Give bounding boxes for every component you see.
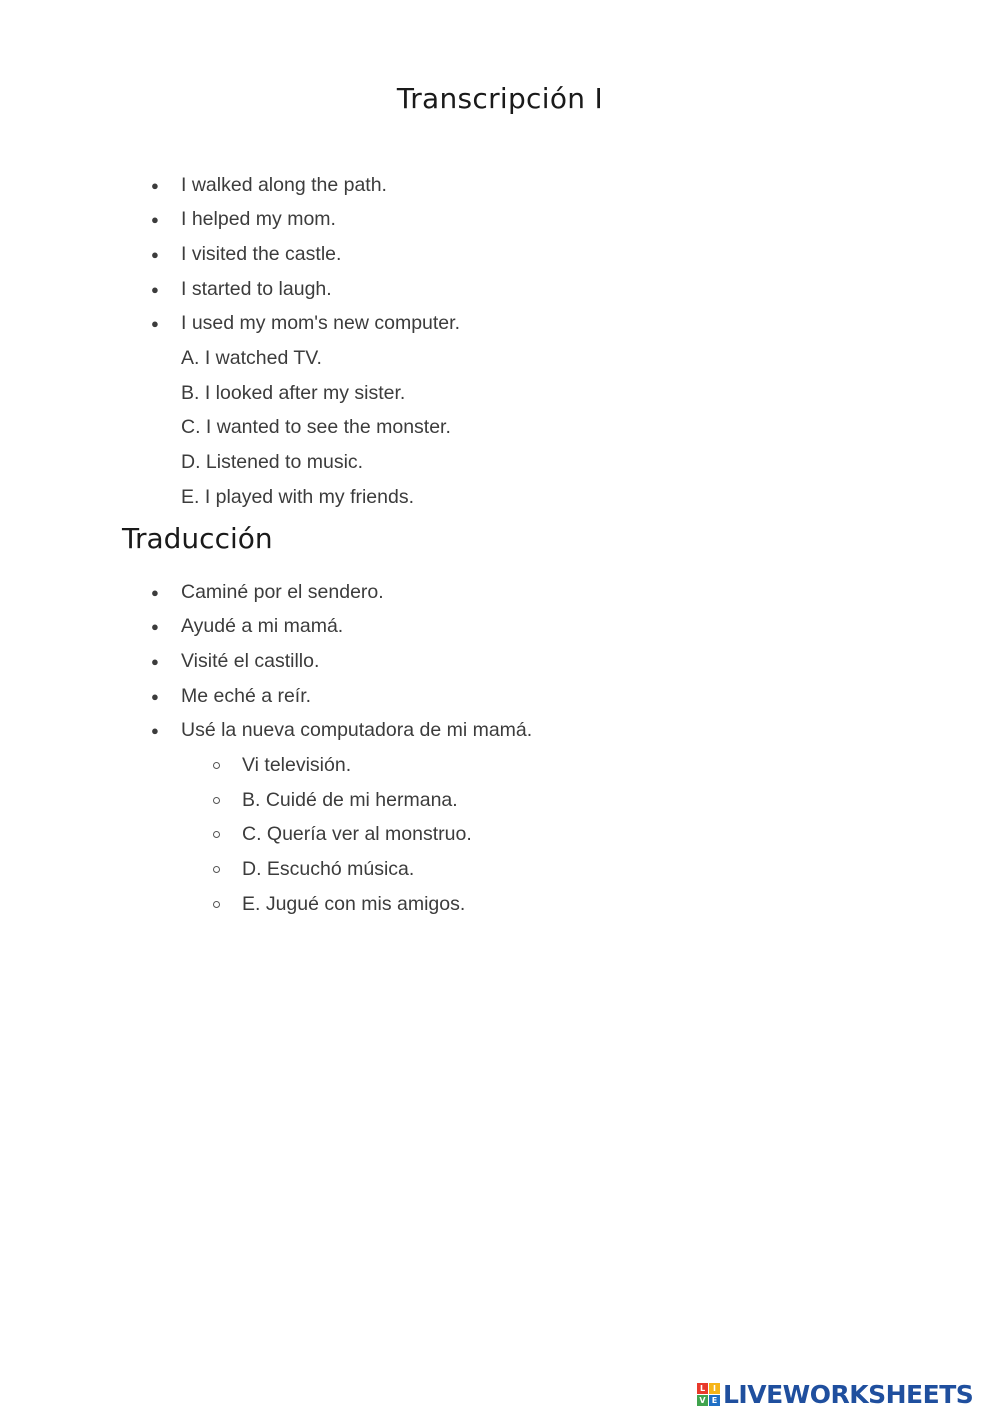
- sub-list-item: E. Jugué con mis amigos.: [242, 893, 466, 915]
- logo-mark-letter: L: [697, 1383, 708, 1394]
- hollow-bullet-icon: [213, 901, 220, 908]
- hollow-bullet-icon: [213, 831, 220, 838]
- hollow-bullet-icon: [213, 762, 220, 769]
- lettered-item: A. I watched TV.: [181, 347, 322, 369]
- list-item: Caminé por el sendero.: [181, 581, 384, 603]
- list-item: Usé la nueva computadora de mi mamá.: [181, 719, 533, 741]
- sub-list-item: Vi televisión.: [242, 754, 352, 776]
- bullet-dot: ●: [151, 654, 159, 669]
- logo-text: LIVEWORKSHEETS: [723, 1379, 974, 1409]
- logo-mark-icon: [697, 1383, 720, 1406]
- logo-mark-letter: V: [697, 1395, 708, 1406]
- page-title: Transcripción I: [396, 82, 604, 115]
- list-item: Visité el castillo.: [181, 650, 320, 672]
- hollow-bullet-icon: [213, 866, 220, 873]
- logo-mark-letter: I: [709, 1383, 720, 1394]
- list-item: I visited the castle.: [181, 243, 342, 265]
- hollow-bullet-icon: [213, 797, 220, 804]
- list-item: Ayudé a mi mamá.: [181, 615, 344, 637]
- sub-list-item: D. Escuchó música.: [242, 858, 415, 880]
- bullet-dot: ●: [151, 247, 159, 262]
- bullet-dot: ●: [151, 619, 159, 634]
- bullet-dot: ●: [151, 282, 159, 297]
- bullet-dot: ●: [151, 212, 159, 227]
- list-item: I walked along the path.: [181, 174, 387, 196]
- list-item: I used my mom's new computer.: [181, 312, 460, 334]
- bullet-dot: ●: [151, 178, 159, 193]
- logo-mark-letter: E: [709, 1395, 720, 1406]
- lettered-item: E. I played with my friends.: [181, 486, 415, 508]
- lettered-item: C. I wanted to see the monster.: [181, 416, 451, 438]
- liveworksheets-logo: [697, 1378, 973, 1410]
- bullet-dot: ●: [151, 689, 159, 704]
- section-heading-translation: Traducción: [122, 522, 273, 555]
- list-item: I started to laugh.: [181, 278, 332, 300]
- list-item: I helped my mom.: [181, 208, 336, 230]
- list-item: Me eché a reír.: [181, 685, 312, 707]
- bullet-dot: ●: [151, 316, 159, 331]
- lettered-item: D. Listened to music.: [181, 451, 364, 473]
- bullet-dot: ●: [151, 585, 159, 600]
- sub-list-item: B. Cuidé de mi hermana.: [242, 789, 458, 811]
- sub-list-item: C. Quería ver al monstruo.: [242, 823, 472, 845]
- bullet-dot: ●: [151, 723, 159, 738]
- lettered-item: B. I looked after my sister.: [181, 382, 406, 404]
